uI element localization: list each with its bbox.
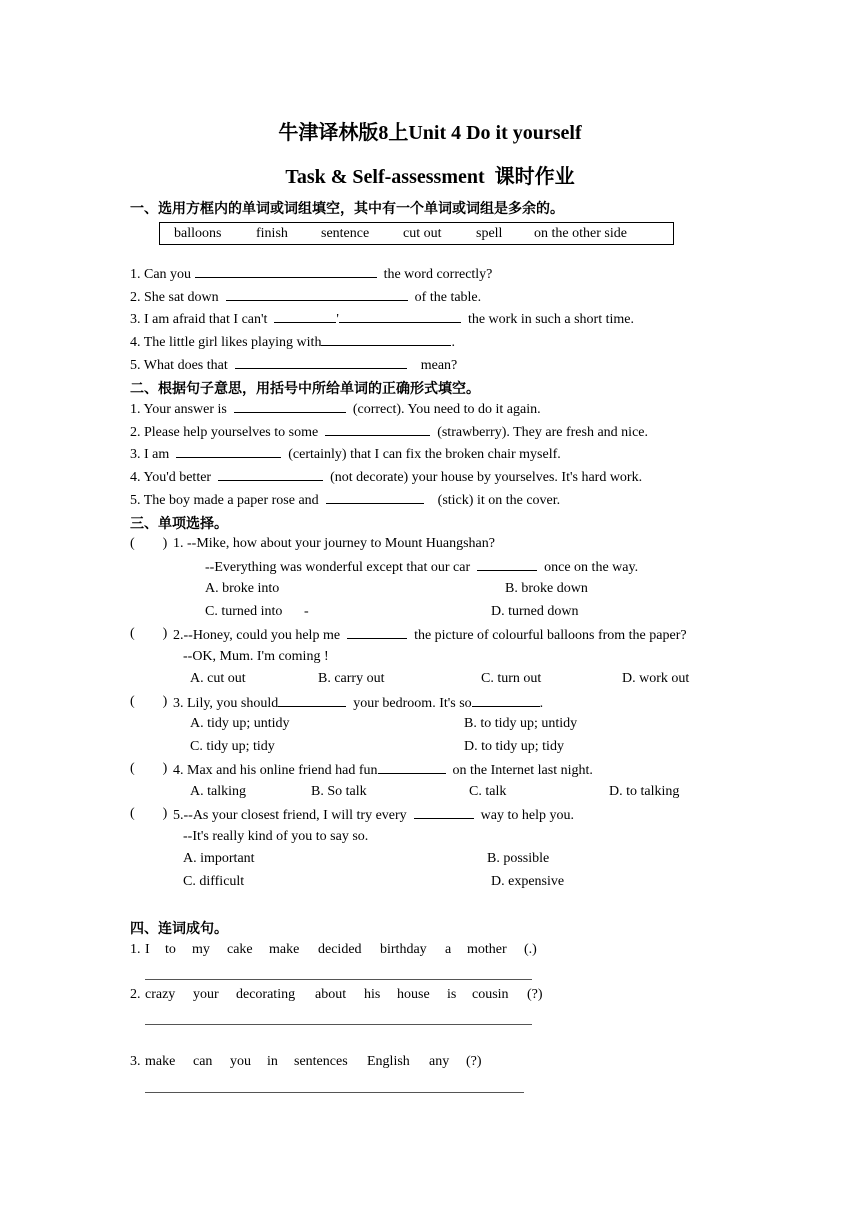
s3-question-4: 4. Max and his online friend had fun on the Internet last night. [173,763,593,778]
section-3-heading: 三、单项选择。 [130,516,228,532]
answer-blank[interactable] [414,806,474,819]
option-a: A. talking [190,784,246,799]
option-c: C. turn out [481,671,542,686]
word-box-item: sentence [321,226,370,241]
word-box [159,222,674,245]
s4-word: decorating [236,987,296,1002]
s4-word: to [165,942,176,957]
s4-word: birthday [380,942,427,957]
s4-word: is [447,987,457,1002]
stray-mark: - [304,604,309,619]
s3-question-5-line-2: --It's really kind of you to say so. [183,829,369,844]
answer-line[interactable] [145,979,532,980]
s4-word: I [145,942,150,957]
s4-word: (.) [524,942,537,957]
answer-blank[interactable] [274,310,336,323]
word-box-item: spell [476,226,503,241]
option-b: B. to tidy up; untidy [464,716,578,731]
section-4-heading: 四、连词成句。 [130,921,228,937]
s1-question-1: 1. Can you the word correctly? [130,267,493,282]
answer-line[interactable] [145,1092,524,1093]
section-2-heading: 二、根据句子意思，用括号中所给单词的正确形式填空。 [130,381,480,397]
s1-question-5: 5. What does that mean? [130,358,458,373]
option-c: C. difficult [183,874,245,889]
option-d: D. expensive [491,874,565,889]
s4-word: about [315,987,347,1002]
answer-blank[interactable] [325,423,430,436]
s4-word: your [193,987,219,1002]
answer-line[interactable] [145,1024,532,1025]
s4-word: his [364,987,381,1002]
s4-word: you [230,1054,251,1069]
s1-question-2: 2. She sat down of the table. [130,290,482,305]
s2-question-3: 3. I am (certainly) that I can fix the broken chair myself. [130,447,561,462]
s3-answer-paren[interactable]: ( ) [130,806,168,821]
s4-word: (?) [466,1054,482,1069]
s1-question-4: 4. The little girl likes playing with . [130,335,455,350]
s3-answer-paren[interactable]: ( ) [130,761,168,776]
option-b: B. possible [487,851,550,866]
s4-question-2-number: 2. [130,987,141,1002]
option-a: A. broke into [205,581,280,596]
option-c: C. tidy up; tidy [190,739,275,754]
option-d: D. to talking [609,784,680,799]
s3-question-2-line-2: --OK, Mum. I'm coming ! [183,649,329,664]
s4-question-3-number: 3. [130,1054,141,1069]
option-c: C. turned into [205,604,283,619]
s3-answer-paren[interactable]: ( ) [130,694,168,709]
s4-word: can [193,1054,213,1069]
option-a: A. important [183,851,255,866]
word-box-item: balloons [174,226,222,241]
s4-word: cake [227,942,253,957]
s4-word: make [269,942,300,957]
option-d: D. work out [622,671,690,686]
s3-question-3: 3. Lily, you should your bedroom. It's so . [173,696,544,711]
s4-word: make [145,1054,176,1069]
s4-word: mother [467,942,507,957]
s2-question-5: 5. The boy made a paper rose and (stick) it on the cover. [130,493,561,508]
word-box-item: finish [256,226,288,241]
answer-blank[interactable] [477,558,537,571]
s3-answer-paren[interactable]: ( ) [130,536,168,551]
s3-answer-paren[interactable]: ( ) [130,626,168,641]
answer-blank[interactable] [234,400,346,413]
s4-word: my [192,942,210,957]
answer-blank[interactable] [321,333,451,346]
s3-question-5: 5.--As your closest friend, I will try every way to help you. [173,808,574,823]
word-box-item: on the other side [534,226,627,241]
s4-word: house [397,987,430,1002]
answer-blank[interactable] [378,761,446,774]
option-d: D. turned down [491,604,579,619]
page-title: 牛津译林版8上Unit 4 Do it yourself [278,122,582,144]
s4-word: decided [318,942,362,957]
answer-blank[interactable] [347,626,407,639]
answer-blank[interactable] [218,468,323,481]
option-d: D. to tidy up; tidy [464,739,564,754]
s4-word: a [445,942,452,957]
s4-word: in [267,1054,278,1069]
answer-blank[interactable] [326,491,424,504]
s3-question-1: 1. --Mike, how about your journey to Mount Huangshan? [173,536,495,551]
s4-word: cousin [472,987,509,1002]
option-b: B. So talk [311,784,367,799]
option-a: A. cut out [190,671,246,686]
answer-blank[interactable] [278,694,346,707]
s4-word: (?) [527,987,543,1002]
answer-blank[interactable] [195,265,377,278]
s2-question-4: 4. You'd better (not decorate) your house by yourselves. It's hard work. [130,470,643,485]
answer-blank[interactable] [235,356,407,369]
s4-question-1-number: 1. [130,942,141,957]
answer-blank[interactable] [472,694,540,707]
option-c: C. talk [469,784,507,799]
section-1-heading: 一、选用方框内的单词或词组填空，其中有一个单词或词组是多余的。 [130,201,564,217]
s2-question-2: 2. Please help yourselves to some (strawberry). They are fresh and nice. [130,425,648,440]
s3-question-1-line-2: --Everything was wonderful except that our car once on the way. [205,560,639,575]
option-b: B. broke down [505,581,588,596]
s4-word: sentences [294,1054,348,1069]
s3-question-2: 2.--Honey, could you help me the picture of colourful balloons from the paper? [173,628,687,643]
answer-blank[interactable] [226,288,408,301]
s4-word: any [429,1054,450,1069]
s4-word: English [367,1054,410,1069]
option-b: B. carry out [318,671,385,686]
s2-question-1: 1. Your answer is (correct). You need to do it again. [130,402,541,417]
option-a: A. tidy up; untidy [190,716,290,731]
s1-question-3: 3. I am afraid that I can't ' the work in such a short time. [130,312,634,327]
answer-blank[interactable] [176,445,281,458]
s4-word: crazy [145,987,176,1002]
page-subtitle: Task & Self-assessment 课时作业 [285,166,575,188]
word-box-item: cut out [403,226,442,241]
answer-blank[interactable] [339,310,461,323]
